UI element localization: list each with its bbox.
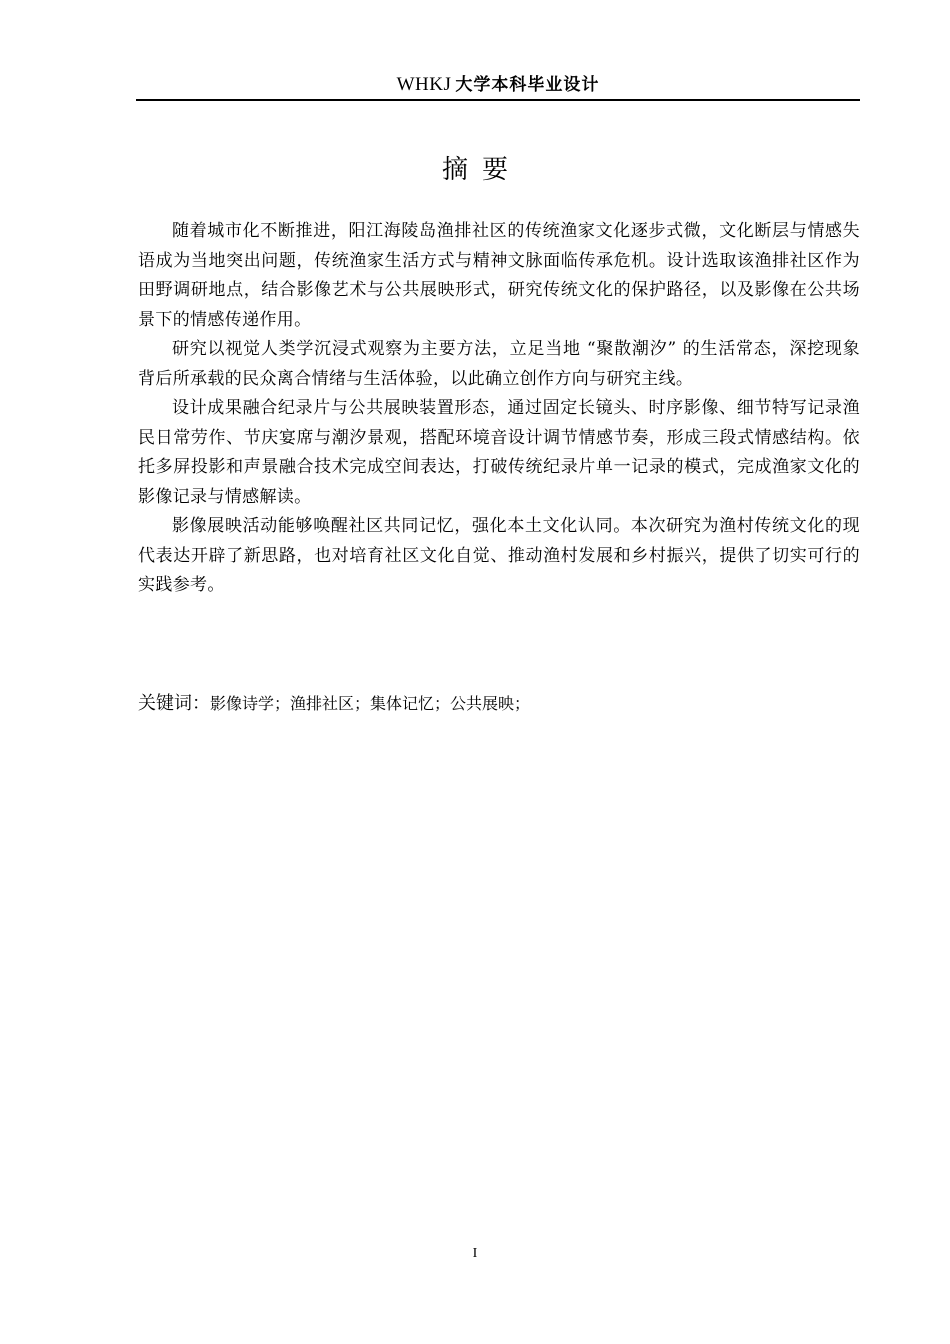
keywords-label: 关键词： [138, 693, 210, 714]
header-school-code: WHKJ [396, 74, 452, 95]
abstract-heading: 摘要 [441, 155, 522, 185]
abstract-paragraph: 随着城市化不断推进，阳江海陵岛渔排社区的传统渔家文化逐步式微，文化断层与情感失语成为当地突出问题，传统渔家生活方式与精神文脉面临传承危机。设计选取该渔排社区作为田野调研地点，结合影像艺术与公共展映形式，研究传统文化的保护路径，以及影像在公共场景下的情感传递作用。 [138, 221, 860, 330]
abstract-paragraph: 影像展映活动能够唤醒社区共同记忆，强化本土文化认同。本次研究为渔村传统文化的现代表达开辟了新思路，也对培育社区文化自觉、推动渔村发展和乡村振兴，提供了切实可行的实践参考。 [138, 516, 860, 595]
header-document-title: 大学本科毕业设计 [455, 75, 600, 95]
abstract-paragraph: 研究以视觉人类学沉浸式观察为主要方法，立足当地 “聚散潮汐” 的生活常态，深挖现象背后所承载的民众离合情绪与生活体验，以此确立创作方向与研究主线。 [138, 339, 860, 389]
keywords-line [138, 690, 860, 718]
page-header [136, 70, 860, 101]
abstract-paragraph: 设计成果融合纪录片与公共展映装置形态，通过固定长镜头、时序影像、细节特写记录渔民日常劳作、节庆宴席与潮汐景观，搭配环境音设计调节情感节奏，形成三段式情感结构。依托多屏投影和声景融合技术完成空间表达，打破传统纪录片单一记录的模式，完成渔家文化的影像记录与情感解读。 [138, 398, 860, 507]
abstract-body [138, 217, 860, 601]
page-number: I [472, 1246, 478, 1261]
keywords-list: 影像诗学；渔排社区；集体记忆；公共展映； [210, 694, 531, 713]
